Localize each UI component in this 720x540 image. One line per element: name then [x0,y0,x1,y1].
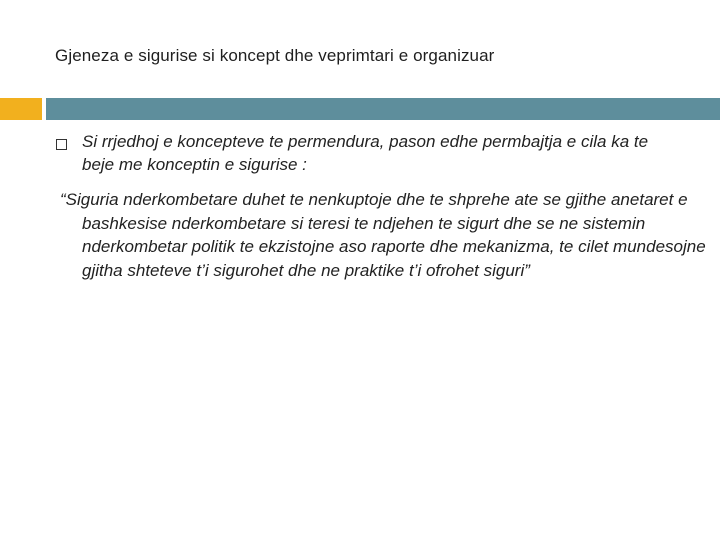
accent-bar-teal [46,98,720,120]
accent-bar-orange [0,98,42,120]
bullet-text: Si rrjedhoj e koncepteve te permendura, pason edhe permbajtja e cila ka te beje me konceptin e sigurise : [82,132,649,174]
hollow-square-bullet-icon [56,139,67,150]
quote-text: “Siguria nderkombetare duhet te nenkuptoje dhe te shprehe ate se gjithe anetaret e bashkesise nderkombetare si teresi te ndjehen te sigurt dhe se ne sistemin nderkombetar politik te ekzistojne aso raporte dhe mekanizma, te cilet mundesojne gjitha shteteve t’i sigurohet dhe ne praktike t’i ofrohet siguri” [60,190,706,280]
slide-title: Gjeneza e sigurise si koncept dhe veprimtari e organizuar [55,46,495,65]
